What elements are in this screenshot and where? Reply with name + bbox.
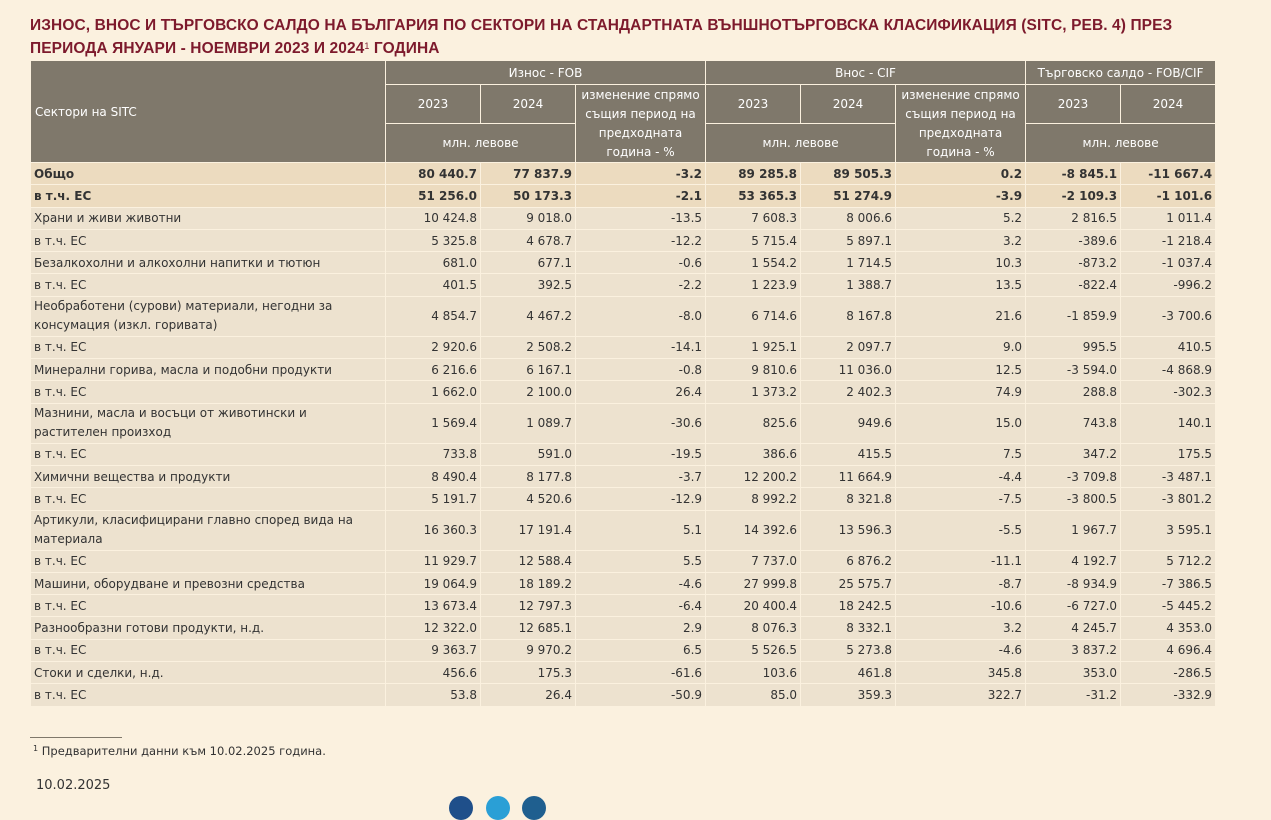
cell-value: 353.0 [1026, 662, 1121, 684]
cell-value: 1 662.0 [386, 381, 481, 403]
cell-value: 9 018.0 [481, 207, 576, 229]
row-label: Общо [31, 163, 386, 185]
cell-value: 8 006.6 [801, 207, 896, 229]
cell-value: 401.5 [386, 274, 481, 296]
balance-header: Търговско салдо - FOB/CIF [1026, 61, 1216, 85]
footnote-marker: 1 [33, 744, 39, 753]
cell-value: 25 575.7 [801, 572, 896, 594]
cell-value: -10.6 [896, 595, 1026, 617]
cell-value: 12.5 [896, 359, 1026, 381]
cell-value: 2 402.3 [801, 381, 896, 403]
balance-2023-header: 2023 [1026, 85, 1121, 124]
table-row [31, 185, 1216, 207]
cell-value: 743.8 [1026, 403, 1121, 443]
cell-value: 175.5 [1121, 443, 1216, 465]
cell-value: 3 595.1 [1121, 510, 1216, 550]
table-body [31, 163, 1216, 707]
title-end: ГОДИНА [369, 40, 440, 57]
cell-value: -3.2 [576, 163, 706, 185]
cell-value: 6.5 [576, 639, 706, 661]
cell-value: 12 322.0 [386, 617, 481, 639]
cell-value: 85.0 [706, 684, 801, 706]
cell-value: 15.0 [896, 403, 1026, 443]
cell-value: 3 837.2 [1026, 639, 1121, 661]
table-row [31, 465, 1216, 487]
cell-value: 6 167.1 [481, 359, 576, 381]
table-row [31, 252, 1216, 274]
import-header: Внос - CIF [706, 61, 1026, 85]
row-label: в т.ч. ЕС [31, 336, 386, 358]
cell-value: 9.0 [896, 336, 1026, 358]
export-change-header: изменение спрямо същия период на предходната година - % [576, 85, 706, 163]
row-label: в т.ч. ЕС [31, 229, 386, 251]
cell-value: 9 970.2 [481, 639, 576, 661]
cell-value: 19 064.9 [386, 572, 481, 594]
cell-value: -4 868.9 [1121, 359, 1216, 381]
import-change-header: изменение спрямо същия период на предходната година - % [896, 85, 1026, 163]
cell-value: 8 076.3 [706, 617, 801, 639]
cell-value: -31.2 [1026, 684, 1121, 706]
cell-value: 347.2 [1026, 443, 1121, 465]
row-label: Безалкохолни и алкохолни напитки и тютюн [31, 252, 386, 274]
cell-value: 8 321.8 [801, 488, 896, 510]
cell-value: -13.5 [576, 207, 706, 229]
cell-value: 8 177.8 [481, 465, 576, 487]
cell-value: -1 859.9 [1026, 296, 1121, 336]
row-label: Необработени (сурови) материали, негодни за консумация (изкл. горивата) [31, 296, 386, 336]
row-label: Машини, оборудване и превозни средства [31, 572, 386, 594]
cell-value: 825.6 [706, 403, 801, 443]
table-row [31, 229, 1216, 251]
cell-value: -12.2 [576, 229, 706, 251]
row-label: Химични вещества и продукти [31, 465, 386, 487]
cell-value: 4 696.4 [1121, 639, 1216, 661]
cell-value: 2 097.7 [801, 336, 896, 358]
cell-value: -11 667.4 [1121, 163, 1216, 185]
cell-value: 345.8 [896, 662, 1026, 684]
table-row [31, 207, 1216, 229]
cell-value: -8.0 [576, 296, 706, 336]
cell-value: 4 467.2 [481, 296, 576, 336]
trade-table [30, 60, 1216, 707]
page-title [30, 14, 1230, 60]
cell-value: 591.0 [481, 443, 576, 465]
row-label: Стоки и сделки, н.д. [31, 662, 386, 684]
export-unit-header: млн. левове [386, 124, 576, 163]
cell-value: 17 191.4 [481, 510, 576, 550]
cell-value: 11 036.0 [801, 359, 896, 381]
cell-value: 0.2 [896, 163, 1026, 185]
cell-value: 2.9 [576, 617, 706, 639]
cell-value: -4.6 [896, 639, 1026, 661]
cell-value: 13 596.3 [801, 510, 896, 550]
cell-value: 18 242.5 [801, 595, 896, 617]
cell-value: -8 934.9 [1026, 572, 1121, 594]
table-row [31, 381, 1216, 403]
cell-value: 3.2 [896, 617, 1026, 639]
cell-value: 50 173.3 [481, 185, 576, 207]
cell-value: 456.6 [386, 662, 481, 684]
cell-value: 13 673.4 [386, 595, 481, 617]
cell-value: 12 797.3 [481, 595, 576, 617]
cell-value: 288.8 [1026, 381, 1121, 403]
footnote [33, 744, 326, 758]
import-2024-header: 2024 [801, 85, 896, 124]
cell-value: 7 737.0 [706, 550, 801, 572]
cell-value: 7.5 [896, 443, 1026, 465]
table-row [31, 684, 1216, 706]
cell-value: -822.4 [1026, 274, 1121, 296]
cell-value: 4 192.7 [1026, 550, 1121, 572]
cell-value: 12 685.1 [481, 617, 576, 639]
balance-2024-header: 2024 [1121, 85, 1216, 124]
table-row [31, 617, 1216, 639]
table-row [31, 639, 1216, 661]
cell-value: 26.4 [481, 684, 576, 706]
table-row [31, 403, 1216, 443]
cell-value: 1 569.4 [386, 403, 481, 443]
cell-value: 4 353.0 [1121, 617, 1216, 639]
cell-value: -12.9 [576, 488, 706, 510]
cell-value: 26.4 [576, 381, 706, 403]
title-footnote-ref: 1 [364, 41, 370, 51]
row-label: в т.ч. ЕС [31, 550, 386, 572]
cell-value: 10 424.8 [386, 207, 481, 229]
row-label: в т.ч. ЕС [31, 185, 386, 207]
table-row [31, 510, 1216, 550]
cell-value: 1 223.9 [706, 274, 801, 296]
cell-value: 103.6 [706, 662, 801, 684]
cell-value: 6 714.6 [706, 296, 801, 336]
cell-value: 5 526.5 [706, 639, 801, 661]
cell-value: 2 508.2 [481, 336, 576, 358]
cell-value: 12 588.4 [481, 550, 576, 572]
cell-value: 949.6 [801, 403, 896, 443]
row-label: Минерални горива, масла и подобни продукти [31, 359, 386, 381]
cell-value: -286.5 [1121, 662, 1216, 684]
cell-value: 8 992.2 [706, 488, 801, 510]
cell-value: 11 664.9 [801, 465, 896, 487]
cell-value: 3.2 [896, 229, 1026, 251]
cell-value: -50.9 [576, 684, 706, 706]
cell-value: -1 101.6 [1121, 185, 1216, 207]
cell-value: 2 816.5 [1026, 207, 1121, 229]
cell-value: 51 256.0 [386, 185, 481, 207]
row-label: Храни и живи животни [31, 207, 386, 229]
cell-value: -3 700.6 [1121, 296, 1216, 336]
publish-date: 10.02.2025 [36, 778, 111, 793]
export-2024-header: 2024 [481, 85, 576, 124]
cell-value: -3 487.1 [1121, 465, 1216, 487]
cell-value: -3 800.5 [1026, 488, 1121, 510]
cell-value: -5 445.2 [1121, 595, 1216, 617]
cell-value: 995.5 [1026, 336, 1121, 358]
cell-value: 6 216.6 [386, 359, 481, 381]
cell-value: 14 392.6 [706, 510, 801, 550]
cell-value: 18 189.2 [481, 572, 576, 594]
cell-value: 681.0 [386, 252, 481, 274]
cell-value: 9 810.6 [706, 359, 801, 381]
cell-value: 5 712.2 [1121, 550, 1216, 572]
cell-value: -873.2 [1026, 252, 1121, 274]
cell-value: -3 594.0 [1026, 359, 1121, 381]
export-header: Износ - FOB [386, 61, 706, 85]
cell-value: 140.1 [1121, 403, 1216, 443]
cell-value: -11.1 [896, 550, 1026, 572]
cell-value: 5 191.7 [386, 488, 481, 510]
cell-value: -2.1 [576, 185, 706, 207]
cell-value: 5.1 [576, 510, 706, 550]
cell-value: 2 920.6 [386, 336, 481, 358]
cell-value: -3.7 [576, 465, 706, 487]
cell-value: -4.6 [576, 572, 706, 594]
cell-value: 1 089.7 [481, 403, 576, 443]
import-2023-header: 2023 [706, 85, 801, 124]
cell-value: -7.5 [896, 488, 1026, 510]
table-row [31, 550, 1216, 572]
cell-value: 77 837.9 [481, 163, 576, 185]
cell-value: 1 388.7 [801, 274, 896, 296]
cell-value: 5 273.8 [801, 639, 896, 661]
cell-value: 8 490.4 [386, 465, 481, 487]
cell-value: -14.1 [576, 336, 706, 358]
title-text: ИЗНОС, ВНОС И ТЪРГОВСКО САЛДО НА БЪЛГАРИЯ ПО СЕКТОРИ НА СТАНДАРТНАТА ВЪНШНОТЪРГОВСКА КЛАСИФИКАЦИЯ (SITC, РЕВ. 4) ПРЕЗ ПЕРИОДА ЯНУАРИ - НОЕМВРИ 2023 И 2024 [30, 17, 1173, 57]
cell-value: 13.5 [896, 274, 1026, 296]
row-label: Мазнини, масла и восъци от животински и растителен произход [31, 403, 386, 443]
cell-value: 5 325.8 [386, 229, 481, 251]
cell-value: 27 999.8 [706, 572, 801, 594]
cell-value: 733.8 [386, 443, 481, 465]
cell-value: -3 709.8 [1026, 465, 1121, 487]
table-row [31, 595, 1216, 617]
cell-value: 461.8 [801, 662, 896, 684]
cell-value: -6.4 [576, 595, 706, 617]
cell-value: 4 245.7 [1026, 617, 1121, 639]
cell-value: -3.9 [896, 185, 1026, 207]
cell-value: -1 037.4 [1121, 252, 1216, 274]
row-label: в т.ч. ЕС [31, 443, 386, 465]
table-row [31, 359, 1216, 381]
cell-value: 9 363.7 [386, 639, 481, 661]
row-label: Артикули, класифицирани главно според вида на материала [31, 510, 386, 550]
cell-value: 1 554.2 [706, 252, 801, 274]
sectors-header: Сектори на SITC [31, 61, 386, 163]
cell-value: -0.8 [576, 359, 706, 381]
footnote-text: Предварителни данни към 10.02.2025 година. [38, 744, 326, 758]
cell-value: -3 801.2 [1121, 488, 1216, 510]
export-2023-header: 2023 [386, 85, 481, 124]
cell-value: 4 854.7 [386, 296, 481, 336]
cell-value: 392.5 [481, 274, 576, 296]
table-row [31, 662, 1216, 684]
cell-value: -1 218.4 [1121, 229, 1216, 251]
cell-value: -4.4 [896, 465, 1026, 487]
cell-value: 4 520.6 [481, 488, 576, 510]
cell-value: 2 100.0 [481, 381, 576, 403]
cell-value: -302.3 [1121, 381, 1216, 403]
cell-value: 53 365.3 [706, 185, 801, 207]
cell-value: 5 715.4 [706, 229, 801, 251]
cell-value: 5 897.1 [801, 229, 896, 251]
cell-value: -61.6 [576, 662, 706, 684]
cell-value: 322.7 [896, 684, 1026, 706]
cell-value: 74.9 [896, 381, 1026, 403]
table-row [31, 336, 1216, 358]
cell-value: 8 167.8 [801, 296, 896, 336]
cell-value: -2.2 [576, 274, 706, 296]
cell-value: 80 440.7 [386, 163, 481, 185]
table-row [31, 572, 1216, 594]
cell-value: -6 727.0 [1026, 595, 1121, 617]
cell-value: 53.8 [386, 684, 481, 706]
table-row [31, 443, 1216, 465]
row-label: в т.ч. ЕС [31, 639, 386, 661]
row-label: в т.ч. ЕС [31, 381, 386, 403]
cell-value: 386.6 [706, 443, 801, 465]
cell-value: -8.7 [896, 572, 1026, 594]
cell-value: 16 360.3 [386, 510, 481, 550]
cell-value: 7 608.3 [706, 207, 801, 229]
row-label: в т.ч. ЕС [31, 684, 386, 706]
cell-value: 89 505.3 [801, 163, 896, 185]
footnote-divider [30, 737, 122, 738]
cell-value: -2 109.3 [1026, 185, 1121, 207]
cell-value: 1 967.7 [1026, 510, 1121, 550]
cell-value: 1 011.4 [1121, 207, 1216, 229]
cell-value: 410.5 [1121, 336, 1216, 358]
row-label: в т.ч. ЕС [31, 274, 386, 296]
import-unit-header: млн. левове [706, 124, 896, 163]
table-row [31, 274, 1216, 296]
cell-value: 51 274.9 [801, 185, 896, 207]
cell-value: -0.6 [576, 252, 706, 274]
row-label: Разнообразни готови продукти, н.д. [31, 617, 386, 639]
table-row [31, 163, 1216, 185]
cell-value: 1 714.5 [801, 252, 896, 274]
cell-value: 1 925.1 [706, 336, 801, 358]
cell-value: 6 876.2 [801, 550, 896, 572]
cell-value: -5.5 [896, 510, 1026, 550]
row-label: в т.ч. ЕС [31, 488, 386, 510]
cell-value: 5.2 [896, 207, 1026, 229]
cell-value: 4 678.7 [481, 229, 576, 251]
cell-value: 1 373.2 [706, 381, 801, 403]
cell-value: 20 400.4 [706, 595, 801, 617]
cell-value: 415.5 [801, 443, 896, 465]
cell-value: -7 386.5 [1121, 572, 1216, 594]
cell-value: 12 200.2 [706, 465, 801, 487]
balance-unit-header: млн. левове [1026, 124, 1216, 163]
cell-value: 677.1 [481, 252, 576, 274]
cell-value: 89 285.8 [706, 163, 801, 185]
table-row [31, 488, 1216, 510]
table-row [31, 296, 1216, 336]
cell-value: -996.2 [1121, 274, 1216, 296]
cell-value: 8 332.1 [801, 617, 896, 639]
cell-value: 5.5 [576, 550, 706, 572]
cell-value: 11 929.7 [386, 550, 481, 572]
cell-value: -30.6 [576, 403, 706, 443]
cell-value: -389.6 [1026, 229, 1121, 251]
cell-value: -8 845.1 [1026, 163, 1121, 185]
cell-value: 175.3 [481, 662, 576, 684]
row-label: в т.ч. ЕС [31, 595, 386, 617]
cell-value: 10.3 [896, 252, 1026, 274]
cell-value: 359.3 [801, 684, 896, 706]
cell-value: -19.5 [576, 443, 706, 465]
cell-value: 21.6 [896, 296, 1026, 336]
cell-value: -332.9 [1121, 684, 1216, 706]
